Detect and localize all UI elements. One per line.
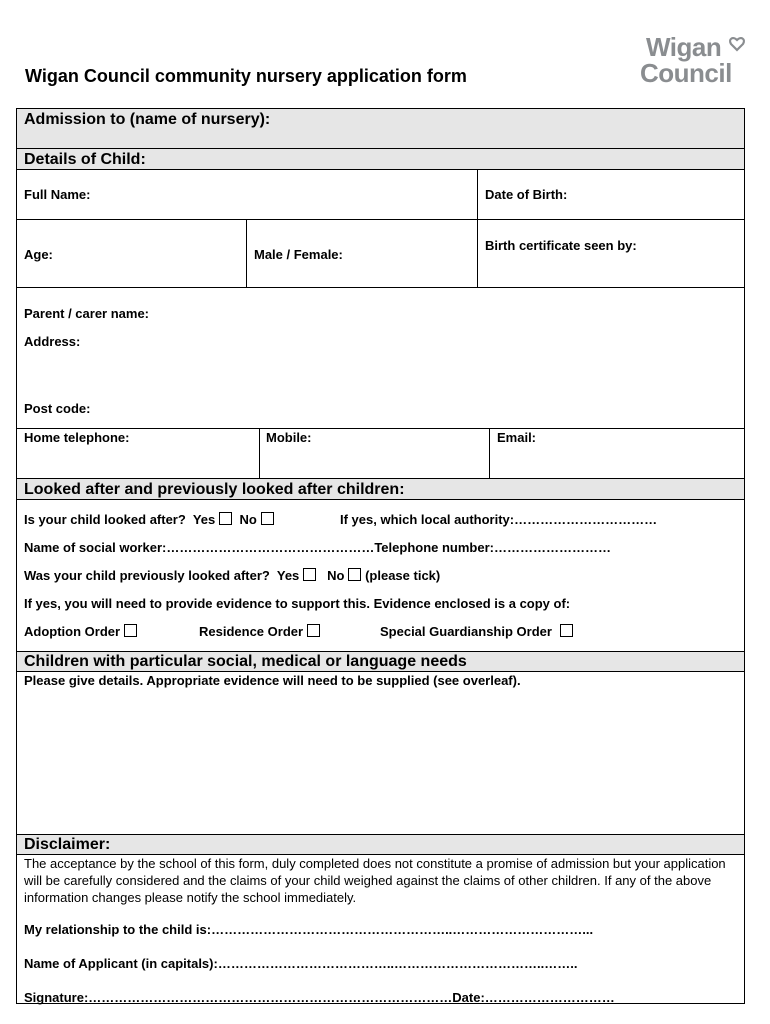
looked-after-question-row: Is your child looked after? Yes No — [24, 512, 274, 527]
heart-icon — [730, 38, 744, 50]
guardianship-order-option: Special Guardianship Order — [380, 624, 573, 639]
adoption-order-checkbox[interactable] — [124, 624, 137, 637]
previously-no-checkbox[interactable] — [348, 568, 361, 581]
application-form — [16, 108, 745, 1004]
needs-details: Please give details. Appropriate evidence will need to be supplied (see overleaf). — [24, 673, 521, 688]
disclaimer-heading: Disclaimer: — [24, 836, 111, 853]
dob-label: Date of Birth: — [485, 187, 568, 202]
relationship-field: My relationship to the child is:………………………………………………..…………………………... — [24, 922, 594, 937]
wigan-council-logo — [636, 28, 756, 88]
adoption-order-option: Adoption Order — [24, 624, 137, 639]
residence-order-checkbox[interactable] — [307, 624, 320, 637]
mobile-label: Mobile: — [266, 430, 312, 445]
residence-order-option: Residence Order — [199, 624, 320, 639]
previously-looked-after-row: Was your child previously looked after? Yes No (please tick) — [24, 568, 441, 583]
signature-field: Signature:…………………………………………………………………………Date:………………………… — [24, 990, 615, 1005]
looked-after-yes-checkbox[interactable] — [219, 512, 232, 525]
disclaimer-text: The acceptance by the school of this form, duly completed does not constitute a promise of admission but your application will be carefully considered and the claims of your child weighed against the claims of other children. If any of the above information changes please notify the school immediately. — [24, 856, 726, 905]
looked-after-heading: Looked after and previously looked after children: — [24, 481, 405, 498]
parent-label: Parent / carer name: — [24, 306, 150, 321]
gender-label: Male / Female: — [254, 247, 343, 262]
disclaimer-band — [17, 835, 744, 854]
child-heading: Details of Child: — [24, 151, 146, 168]
address-label: Address: — [24, 334, 81, 349]
evidence-text: If yes, you will need to provide evidence to support this. Evidence enclosed is a copy of: — [24, 596, 571, 611]
birth-cert-label: Birth certificate seen by: — [485, 238, 637, 253]
previously-yes-checkbox[interactable] — [303, 568, 316, 581]
logo-line1: Wigan — [646, 32, 722, 62]
email-label: Email: — [497, 430, 537, 445]
home-tel-label: Home telephone: — [24, 430, 130, 445]
looked-after-no-checkbox[interactable] — [261, 512, 274, 525]
applicant-name-field: Name of Applicant (in capitals):…………………………………..……………………………..…….. — [24, 956, 578, 971]
postcode-label: Post code: — [24, 401, 91, 416]
full-name-label: Full Name: — [24, 187, 91, 202]
logo-line2: Council — [640, 58, 732, 88]
social-worker-field: Name of social worker:…………………………………………Telephone number:……………………… — [24, 540, 611, 555]
guardianship-order-checkbox[interactable] — [560, 624, 573, 637]
age-label: Age: — [24, 247, 53, 262]
needs-heading: Children with particular social, medical or language needs — [24, 653, 467, 670]
page-title: Wigan Council community nursery application form — [25, 66, 467, 86]
admission-heading: Admission to (name of nursery): — [24, 111, 271, 128]
authority-field: If yes, which local authority:…………………………… — [340, 512, 658, 527]
